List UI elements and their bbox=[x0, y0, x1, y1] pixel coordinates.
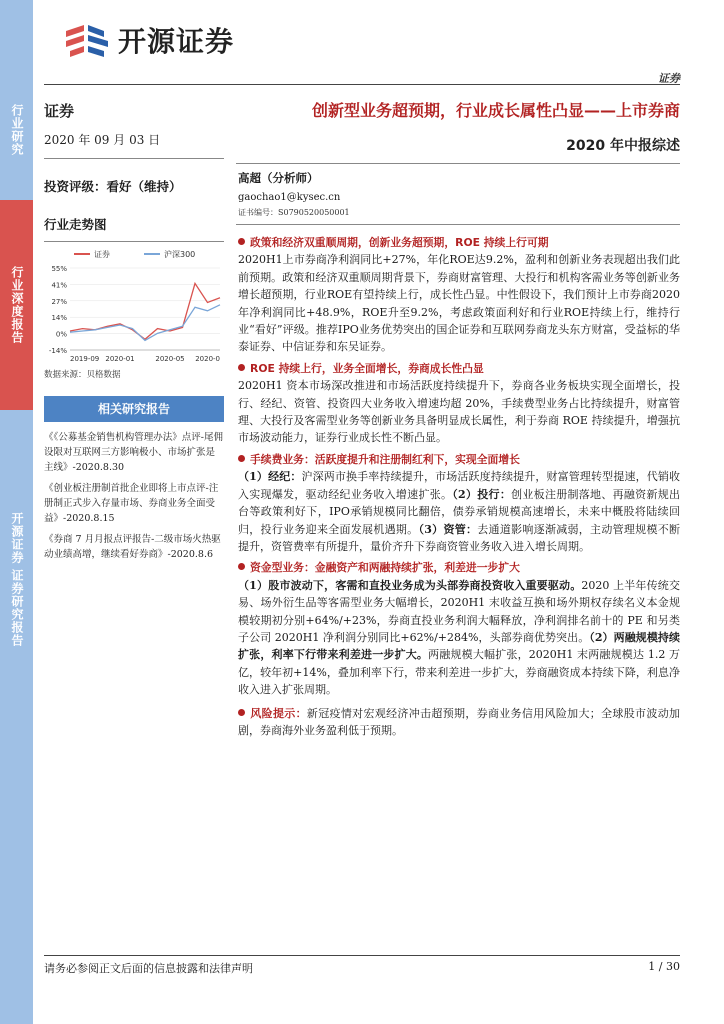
sidebar-label-research: 行业研究 bbox=[0, 60, 33, 200]
investment-rating: 投资评级：看好（维持） bbox=[44, 179, 182, 194]
related-reports-header: 相关研究报告 bbox=[44, 396, 224, 422]
chart-source: 数据来源：贝格数据 bbox=[44, 370, 121, 380]
y-tick-label: -14% bbox=[48, 347, 67, 355]
brand-logo-icon bbox=[64, 21, 110, 59]
analyst-bottom-divider bbox=[236, 224, 680, 225]
section-heading: 资金型业务：金融资产和两融持续扩张，利差进一步扩大 bbox=[238, 559, 680, 576]
footer-divider bbox=[44, 955, 680, 956]
trend-chart bbox=[44, 246, 224, 366]
related-reports-list bbox=[44, 430, 224, 562]
trend-chart-svg bbox=[44, 246, 224, 366]
left-divider bbox=[44, 158, 224, 159]
legend-label: 沪深300 bbox=[164, 250, 196, 259]
bullet-icon bbox=[238, 238, 245, 245]
x-tick-label: 2020-0 bbox=[195, 355, 220, 363]
bullet-icon bbox=[238, 455, 245, 462]
left-column bbox=[44, 100, 224, 568]
header-industry-tag: 证券 bbox=[658, 72, 680, 85]
section-heading: 政策和经济双重顺周期，创新业务超预期，ROE 持续上行可期 bbox=[238, 234, 680, 251]
x-tick-label: 2020-01 bbox=[105, 355, 135, 363]
risk-paragraph: 风险提示：新冠疫情对宏观经济冲击超预期，券商业务信用风险加大；全球股市波动加剧，券商海外业务盈利低于预期。 bbox=[238, 706, 681, 737]
series-line bbox=[70, 305, 220, 341]
x-tick-label: 2020-05 bbox=[155, 355, 185, 363]
section-paragraph: 2020H1 资本市场深改推进和市场活跃度持续提升下，券商各业务板块实现全面增长，投行、经纪、资管、投资四大业务收入增速均超 20%，手续费型业务占比持续提升，财富管理、大投行及客需型业务等创新业务具备明显成长属性，利于券商 ROE 持续提升，增强抗市场波动能力，证券行业成长性不断凸显。 bbox=[238, 379, 680, 445]
trend-chart-title: 行业走势图 bbox=[44, 217, 107, 232]
industry-name: 证券 bbox=[44, 102, 75, 120]
trend-divider bbox=[44, 241, 224, 242]
sidebar-label-brand: 开源证券 证券研究报告 bbox=[0, 500, 33, 660]
analyst-email[interactable]: gaochao1@kysec.cn bbox=[238, 192, 341, 203]
y-tick-label: 41% bbox=[51, 281, 67, 290]
sidebar-label-report-type: 行业深度报告 bbox=[0, 200, 33, 410]
section-paragraph: （1）经纪：沪深两市换手率持续提升，市场活跃度持续提升，财富管理转型提速，代销收入实现爆发，驱动经纪业务收入增速扩张。（2）投行：创业板注册制落地、再融资新规出台等政策利好下，IPO承销规模同比翻倍，债券承销规模高速增长，未来中概股将陆续回归，投行业务迎来全面发展机遇期。（3）资管：去通道影响逐渐减弱，主动管理规模不断提升，资管费率有所提升，量价齐升下券商资管业务收入进入增长周期。 bbox=[238, 470, 681, 553]
analyst-name: 高超（分析师） bbox=[238, 171, 319, 185]
page-number: 1 / 30 bbox=[648, 960, 680, 973]
sidebar bbox=[0, 0, 33, 1024]
section-paragraph: （1）股市波动下，客需和直投业务成为头部券商投资收入重要驱动。2020 上半年传统交易、场外衍生品等客需型业务大幅增长，2020H1 末收益互换和场外期权存续名义本金规模较期初分别+64%/+23%，券商直投业务利润大幅释放，净利润排名前十的 PE 和另类子公司 2020H1 净利润分别同比+62%/+284%，头部券商优势突出。（2）两融规模持续扩张，利率下行带来利差进一步扩大。两融规模大幅扩张，2020H1 末两融规模达 1.2 万亿，较年初+14%，叠加利率下行，带来利差进一步扩大，券商融资成本持续下降，利息净收入进入扩张周期。 bbox=[238, 578, 680, 697]
bullet-icon bbox=[238, 709, 245, 716]
report-body bbox=[238, 230, 680, 741]
related-report-link[interactable]: 《创业板注册制首批企业即将上市点评-注册制正式步入存量市场、券商业务全面受益》-2020.8.15 bbox=[44, 483, 219, 524]
y-tick-label: 55% bbox=[51, 265, 67, 273]
section-paragraph: 2020H1上市券商净利润同比+27%，年化ROE达9.2%，盈利和创新业务表现超出我们此前预期。政策和经济双重顺周期背景下，券商财富管理、大投行和机构客需业务等创新业务增长超预期，行业ROE有望持续上行，成长性凸显。中性假设下，我们预计上市券商2020年净利润同比+48.9%，ROE升至9.2%，考虑政策面利好和行业ROE持续上行，维持行业“看好”评级。推荐IPO业务优势突出的国企证券和互联网券商龙头东方财富，受益标的华泰证券、中信证券和东吴证券。 bbox=[238, 253, 680, 354]
legend-label: 证券 bbox=[94, 250, 110, 259]
bullet-icon bbox=[238, 364, 245, 371]
analyst-top-divider bbox=[236, 163, 680, 164]
report-date: 2020 年 09 月 03 日 bbox=[44, 133, 161, 147]
analyst-cert-number: 证书编号：S0790520050001 bbox=[238, 208, 350, 217]
section-heading: ROE 持续上行，业务全面增长，券商成长性凸显 bbox=[238, 360, 680, 377]
y-tick-label: 27% bbox=[51, 297, 67, 306]
footer-disclaimer: 请务必参阅正文后面的信息披露和法律声明 bbox=[44, 962, 253, 975]
y-tick-label: 0% bbox=[55, 330, 67, 339]
analyst-info bbox=[238, 170, 350, 218]
section-heading: 手续费业务：活跃度提升和注册制红利下，实现全面增长 bbox=[238, 451, 680, 468]
bullet-icon bbox=[238, 563, 245, 570]
series-line bbox=[70, 283, 220, 339]
report-subtitle: 2020 年中报综述 bbox=[566, 138, 680, 154]
x-tick-label: 2019-09 bbox=[70, 355, 100, 363]
related-report-link[interactable]: 《券商 7 月月报点评报告-二级市场火热驱动业绩高增，继续看好券商》-2020.8.6 bbox=[44, 534, 221, 560]
report-title: 创新型业务超预期，行业成长属性凸显——上市券商 bbox=[311, 101, 680, 120]
y-tick-label: 14% bbox=[51, 314, 67, 323]
brand-name: 开源证券 bbox=[118, 25, 235, 58]
header-divider bbox=[44, 84, 680, 85]
related-report-link[interactable]: 《《公募基金销售机构管理办法》点评-尾佣设限对互联网三方影响极小、市场扩张是主线》-2020.8.30 bbox=[44, 432, 223, 473]
brand-logo bbox=[64, 20, 234, 60]
